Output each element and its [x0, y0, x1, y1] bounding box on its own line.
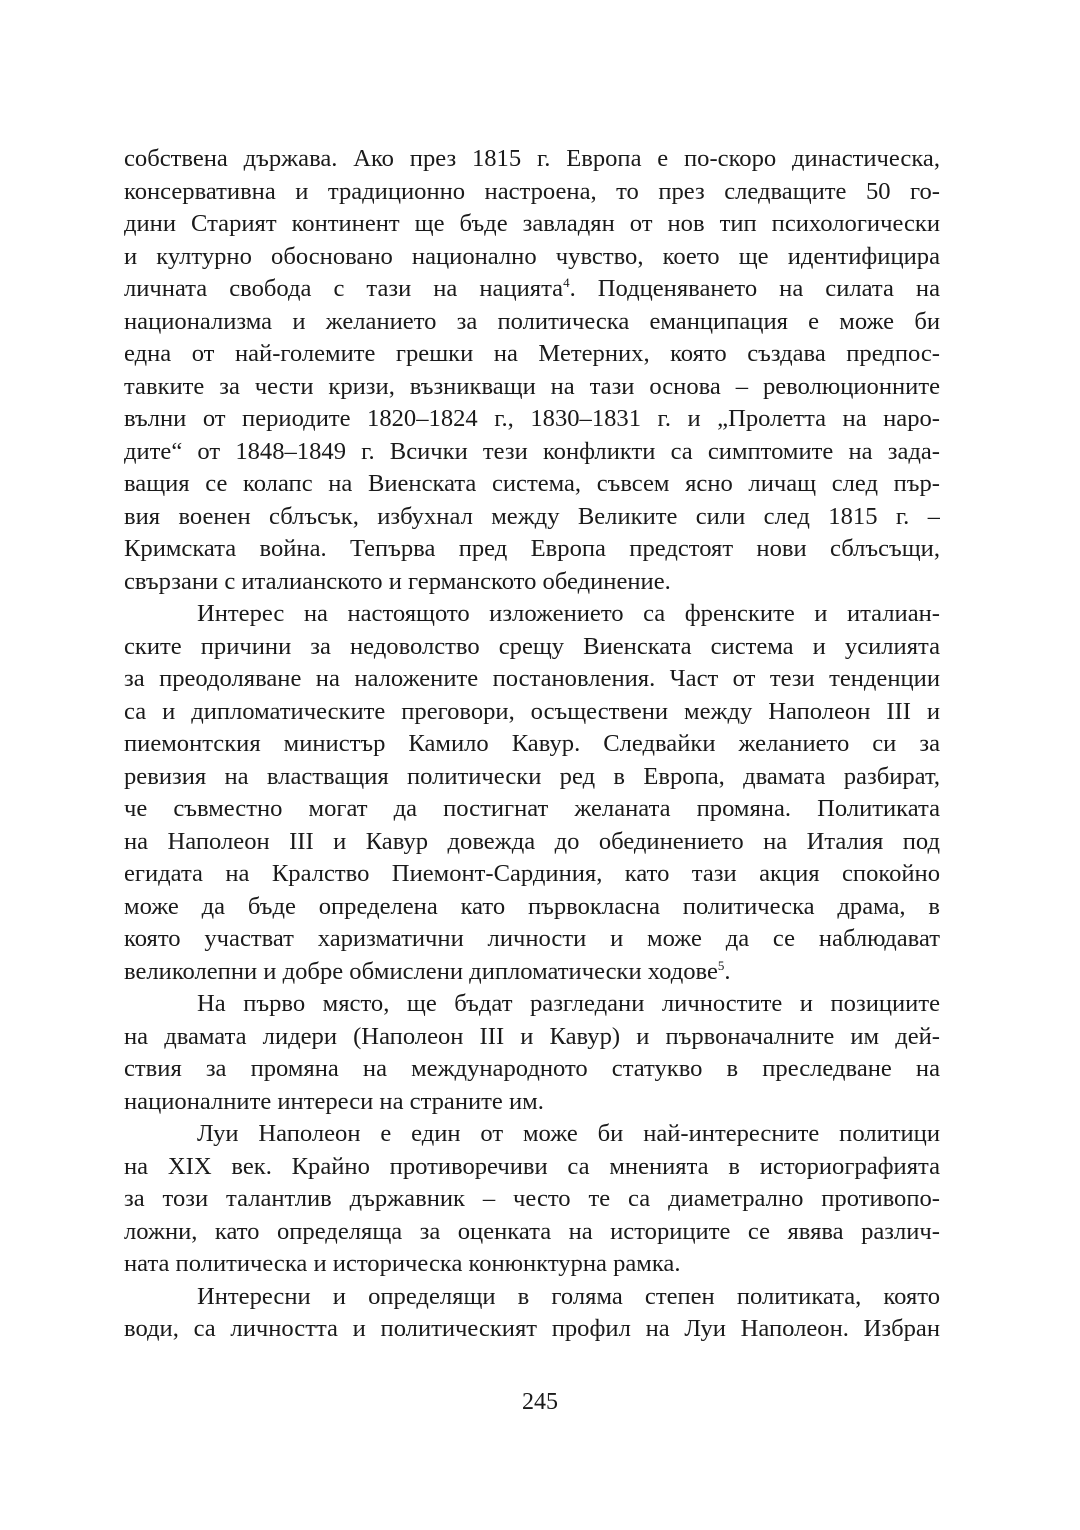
line-text: тавките за чести кризи, възникващи на тази основа – революционните [124, 372, 940, 400]
text-line [124, 403, 940, 436]
text-line [124, 1118, 940, 1151]
line-text-after: . [724, 957, 731, 985]
line-text: са и дипломатическите преговори, осъществени между Наполеон III и [124, 697, 940, 725]
line-text: Луи Наполеон е един от може би най-интересните политици [197, 1120, 940, 1147]
line-text: великолепни и добре обмислени дипломатически ходове [124, 957, 718, 985]
line-text: една от най-големите грешки на Метерних, която създава предпос- [124, 340, 940, 367]
text-line [124, 826, 940, 859]
line-text: ната политическа и историческа конюнктурна рамка. [124, 1250, 681, 1277]
text-line [124, 1313, 940, 1346]
text-line [124, 1248, 940, 1281]
text-line [124, 631, 940, 664]
text-line [124, 1086, 940, 1119]
line-text: собствена държава. Ако през 1815 г. Европа е по-скоро династическа, [124, 145, 940, 172]
text-line [124, 956, 940, 989]
text-line [124, 468, 940, 501]
text-line [124, 566, 940, 599]
text-line [124, 598, 940, 631]
line-text: вия военен сблъсък, избухнал между Великите сили след 1815 г. – [124, 502, 940, 530]
line-text: Интересни и определящи в голяма степен политиката, която [197, 1282, 940, 1310]
line-text: може да бъде определена като първокласна политическа драма, в [124, 892, 940, 920]
paragraph [124, 1118, 940, 1281]
line-text: води, са личността и политическият профил на Луи Наполеон. Избран [124, 1315, 940, 1342]
footnote-marker: 5 [717, 957, 725, 973]
line-text: ващия се колапс на Виенската система, съвсем ясно личащ след пър- [124, 470, 940, 497]
text-line [124, 501, 940, 534]
line-text: консервативна и традиционно настроена, то през следващите 50 го- [124, 177, 940, 205]
line-text: ските причини за недоволство срещу Виенската система и усилията [124, 632, 940, 660]
line-text: национализма и желанието за политическа еманципация е може би [124, 307, 940, 335]
line-text-after: . Подценяването на силата на [569, 275, 940, 302]
line-text: дини Старият континент ще бъде завладян от нов тип психологически [124, 210, 940, 237]
text-line [124, 533, 940, 566]
line-text: ложни, като определяща за оценката на историците се явява различ- [124, 1217, 940, 1245]
text-line [124, 728, 940, 761]
page-body [124, 143, 940, 1346]
text-line [124, 273, 940, 306]
line-text: на двамата лидери (Наполеон III и Кавур) и първоначалните им дей- [124, 1022, 940, 1050]
text-line [124, 371, 940, 404]
text-line [124, 793, 940, 826]
text-line [124, 858, 940, 891]
text-line [124, 1216, 940, 1249]
text-line [124, 306, 940, 339]
paragraph [124, 598, 940, 988]
text-line [124, 436, 940, 469]
line-text: на Наполеон III и Кавур довежда до обединението на Италия под [124, 827, 940, 855]
text-line [124, 143, 940, 176]
line-text: ствия за промяна на международното статукво в преследване на [124, 1055, 940, 1082]
line-text: на XIX век. Крайно противоречиви са мненията в историографията [124, 1152, 940, 1180]
line-text: свързани с италианското и германското обединение. [124, 567, 671, 595]
text-line [124, 1281, 940, 1314]
text-line [124, 988, 940, 1021]
footnote-marker: 4 [563, 274, 570, 290]
text-line [124, 696, 940, 729]
text-line [124, 663, 940, 696]
text-line [124, 176, 940, 209]
text-line [124, 1151, 940, 1184]
text-line [124, 241, 940, 274]
text-line [124, 761, 940, 794]
line-text: Кримската война. Тепърва пред Европа предстоят нови сблъсъщи, [124, 535, 940, 562]
text-line [124, 1183, 940, 1216]
paragraph [124, 1281, 940, 1346]
line-text: националните интереси на страните им. [124, 1087, 544, 1115]
line-text: личната свобода с тази на нацията [124, 275, 564, 302]
text-line [124, 208, 940, 241]
text-line [124, 1053, 940, 1086]
line-text: Интерес на настоящото изложението са френските и италиан- [197, 600, 940, 627]
line-text: дите“ от 1848–1849 г. Всички тези конфликти са симптомите на зада- [124, 437, 940, 465]
line-text: ревизия на властващия политически ред в Европа, двамата разбират, [124, 762, 940, 790]
line-text: пиемонтския министър Камило Кавур. Следвайки желанието си за [124, 730, 940, 757]
line-text: вълни от периодите 1820–1824 г., 1830–1831 г. и „Пролетта на наро- [124, 405, 940, 432]
line-text: която участват харизматични личности и може да се наблюдават [124, 925, 940, 952]
line-text: и културно обосновано национално чувство, което ще идентифицира [124, 242, 940, 270]
text-line [124, 891, 940, 924]
paragraph [124, 143, 940, 598]
text-line [124, 338, 940, 371]
line-text: за този талантлив държавник – често те са диаметрално противопо- [124, 1185, 940, 1212]
line-text: На първо място, ще бъдат разгледани личностите и позициите [197, 990, 940, 1017]
line-text: егидата на Кралство Пиемонт-Сардиния, като тази акция спокойно [124, 860, 940, 887]
text-line [124, 1021, 940, 1054]
paragraph [124, 988, 940, 1118]
page-number: 245 [522, 1389, 558, 1415]
line-text: за преодоляване на наложените постановления. Част от тези тенденции [124, 665, 940, 692]
text-line [124, 923, 940, 956]
line-text: че съвместно могат да постигнат желаната промяна. Политиката [124, 795, 940, 822]
